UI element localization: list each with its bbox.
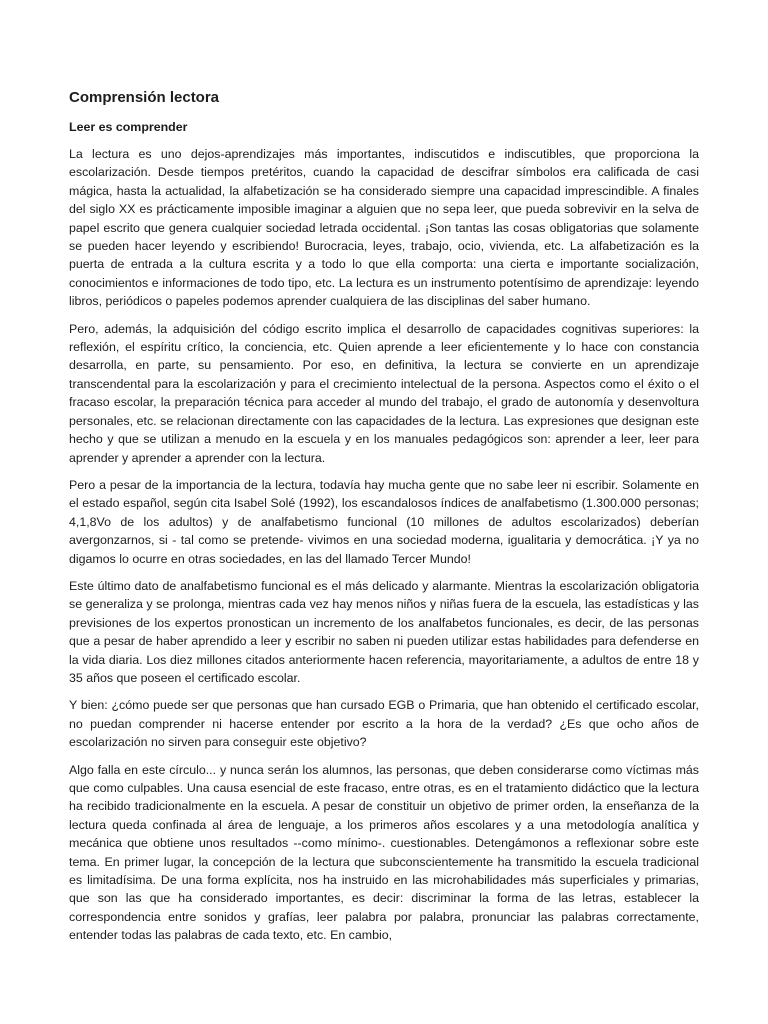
paragraph-3: Pero a pesar de la importancia de la lectura, todavía hay mucha gente que no sabe leer ni escribir. Solamente en el estado español, según cita Isabel Solé (1992), los escandalosos índices de analfabetismo (1.300.000 personas; 4,1,8Vo de los adultos) y de analfabetismo funcional (10 millones de adultos escolarizados) deberían avergonzarnos, si - tal como se pretende- vivimos en una sociedad moderna, igualitaria y democrática. ¡Y ya no digamos lo ocurre en otras sociedades, en las del llamado Tercer Mundo! <box>69 477 699 566</box>
paragraph-2: Pero, además, la adquisición del código escrito implica el desarrollo de capacidades cognitivas superiores: la reflexión, el espíritu crítico, la conciencia, etc. Quien aprende a leer eficientemente y lo hace con constancia desarrolla, en parte, su pensamiento. Por eso, en definitiva, la lectura se convierte en un aprendizaje transcendental para la escolarización y para el crecimiento intelectual de la persona. Aspectos como el éxito o el fracaso escolar, la preparación técnica para acceder al mundo del trabajo, el grado de autonomía y desenvoltura personales, etc. se relacionan directamente con las capacidades de la lectura. Las expresiones que designan este hecho y que se utilizan a menudo en la escuela y en los manuales pedagógicos son: aprender a leer, leer para aprender y aprender a aprender con la lectura. <box>69 321 699 465</box>
document-body <box>69 88 699 954</box>
paragraph-5: Y bien: ¿cómo puede ser que personas que han cursado EGB o Primaria, que han obtenido el certificado escolar, no puedan comprender ni hacerse entender por escrito a la hora de la verdad? ¿Es que ocho años de escolarización no sirven para conseguir este objetivo? <box>69 698 699 750</box>
paragraph-6: Algo falla en este círculo... y nunca serán los alumnos, las personas, que deben considerarse como víctimas más que como culpables. Una causa esencial de este fracaso, entre otras, es en el tratamiento didáctico que la lectura ha recibido tradicionalmente en la escuela. A pesar de constituir un objetivo de primer orden, la enseñanza de la lectura queda confinada al área de lenguaje, a los primeros años escolares y a una metodología analítica y mecánica que obtiene unos resultados --como mínimo-. cuestionables. Detengámonos a reflexionar sobre este tema. En primer lugar, la concepción de la lectura que subconscientemente ha transmitido la escuela tradicional es limitadísima. De una forma explícita, nos ha instruido en las microhabilidades más superficiales y primarias, que son las que ha considerado importantes, es decir: discriminar la forma de las letras, establecer la correspondencia entre sonidos y grafías, leer palabra por palabra, pronunciar las palabras correctamente, entender todas las palabras de cada texto, etc. En cambio, <box>69 762 699 943</box>
document-title: Comprensión lectora <box>69 89 220 106</box>
paragraph-4: Este último dato de analfabetismo funcional es el más delicado y alarmante. Mientras la escolarización obligatoria se generaliza y se prolonga, mientras cada vez hay menos niños y niñas fuera de la escuela, las estadísticas y las previsiones de los expertos pronostican un incremento de los analfabetos funcionales, es decir, de las personas que a pesar de haber aprendido a leer y escribir no saben ni pueden utilizar estas habilidades para defenderse en la vida diaria. Los diez millones citados anteriormente hacen referencia, mayoritariamente, a adultos de entre 18 y 35 años que poseen el certificado escolar. <box>69 578 699 685</box>
paragraph-1: La lectura es uno dejos-aprendizajes más importantes, indiscutidos e indiscutibles, que proporciona la escolarización. Desde tiempos pretéritos, cuando la capacidad de descifrar símbolos era calificada de casi mágica, hasta la actualidad, la alfabetización se ha considerado siempre una capacidad imprescindible. A finales del siglo XX es prácticamente imposible imaginar a alguien que no sepa leer, que pueda sobrevivir en la selva de papel escrito que genera cualquier sociedad letrada occidental. ¡Son tantas las cosas obligatorias que solamente se pueden hacer leyendo y escribiendo! Burocracia, leyes, trabajo, ocio, vivienda, etc. La alfabetización es la puerta de entrada a la cultura escrita y a todo lo que ella comporta: una cierta e importante socialización, conocimientos e informaciones de todo tipo, etc. La lectura es un instrumento potentísimo de aprendizaje: leyendo libros, periódicos o papeles podemos aprender cualquiera de las disciplinas del saber humano. <box>69 147 699 309</box>
document-subtitle: Leer es comprender <box>69 120 188 134</box>
